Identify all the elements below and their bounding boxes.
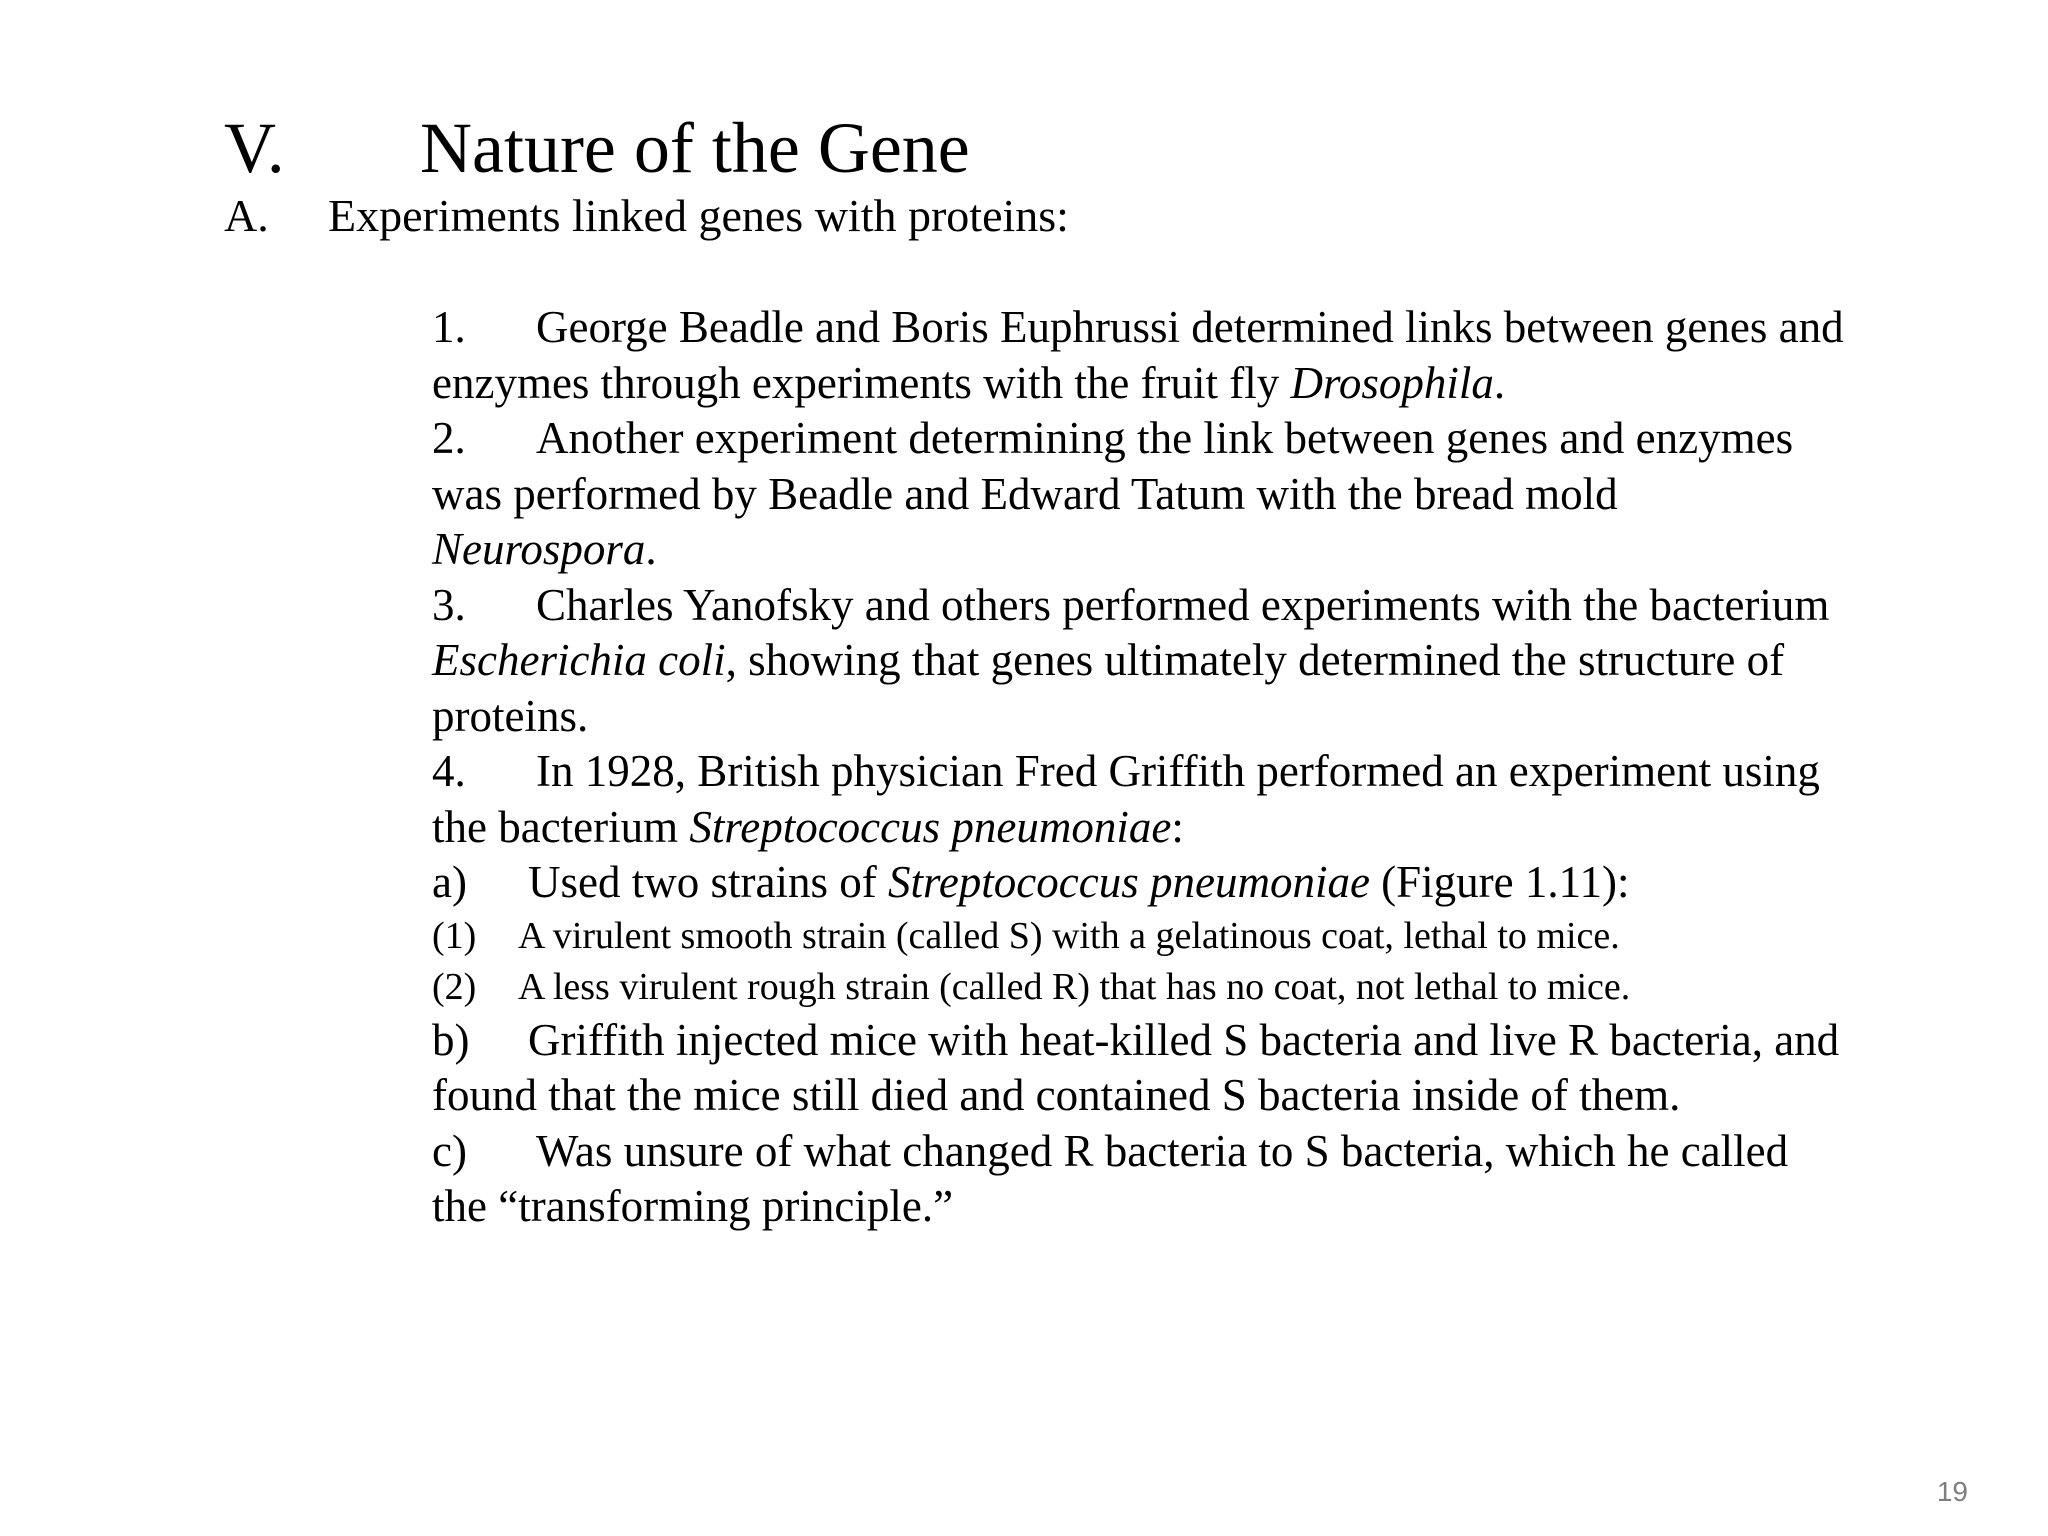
section-number: A. (224, 190, 269, 241)
list-item-a1 (432, 911, 1852, 962)
list-item-a (432, 855, 1852, 911)
item-text: George Beadle and Boris Euphrussi determined links between genes and enzymes through experiments with the fruit fly (432, 302, 1844, 408)
species-name: Streptococcus pneumoniae (887, 857, 1370, 907)
list-item-a2 (432, 962, 1852, 1013)
page-number: 19 (1936, 1476, 1968, 1507)
item-text: A less virulent rough strain (called R) that has no coat, not lethal to mice. (518, 965, 1631, 1008)
item-text: . (645, 524, 657, 574)
species-name: Neurospora (432, 524, 646, 574)
list-marker: 3. (432, 579, 466, 630)
list-marker: 1. (432, 302, 466, 352)
list-marker: (1) (432, 914, 477, 957)
item-text: . (1493, 357, 1506, 408)
title-number: V. (224, 108, 285, 188)
list-item-2 (432, 411, 1852, 578)
list-marker: b) (432, 1014, 470, 1065)
item-text: Was unsure of what changed R bacteria to S bacteria, which he called the “transforming principle.” (432, 1125, 1789, 1231)
list-item-3 (432, 578, 1852, 745)
item-text: : (1171, 801, 1184, 852)
list-marker: (2) (432, 965, 477, 1008)
item-text: (Figure 1.11): (1369, 857, 1630, 907)
item-text: In 1928, British physician Fred Griffith performed an experiment using the bacterium (432, 746, 1820, 852)
species-name: Escherichia coli (432, 635, 726, 685)
item-text: Charles Yanofsky and others performed experiments with the bacterium (536, 579, 1830, 630)
list-marker: c) (432, 1125, 467, 1176)
item-text: Griffith injected mice with heat-killed S bacteria and live R bacteria, and found that the mice still died and contained S bacteria inside of them. (432, 1014, 1840, 1120)
species-name: Drosophila (1290, 357, 1494, 408)
item-text: , showing that genes ultimately determined the structure of proteins. (432, 635, 1785, 741)
outline-body (432, 300, 1852, 1235)
slide-title (224, 108, 970, 188)
item-text: Used two strains of (528, 857, 888, 907)
section-text: Experiments linked genes with proteins: (328, 190, 1069, 241)
title-text: Nature of the Gene (420, 108, 970, 188)
list-marker: 4. (432, 746, 466, 796)
list-marker: a) (432, 857, 467, 907)
list-item-c (432, 1124, 1852, 1235)
item-text: Another experiment determining the link between genes and enzymes was performed by Beadle and Edward Tatum with the bread mold (432, 413, 1794, 519)
species-name: Streptococcus pneumoniae (689, 801, 1172, 852)
list-item-1 (432, 300, 1852, 411)
list-marker: 2. (432, 413, 466, 463)
item-text: A virulent smooth strain (called S) with a gelatinous coat, lethal to mice. (518, 914, 1620, 957)
list-item-b (432, 1013, 1852, 1124)
section-heading (224, 188, 1069, 244)
list-item-4 (432, 744, 1852, 855)
